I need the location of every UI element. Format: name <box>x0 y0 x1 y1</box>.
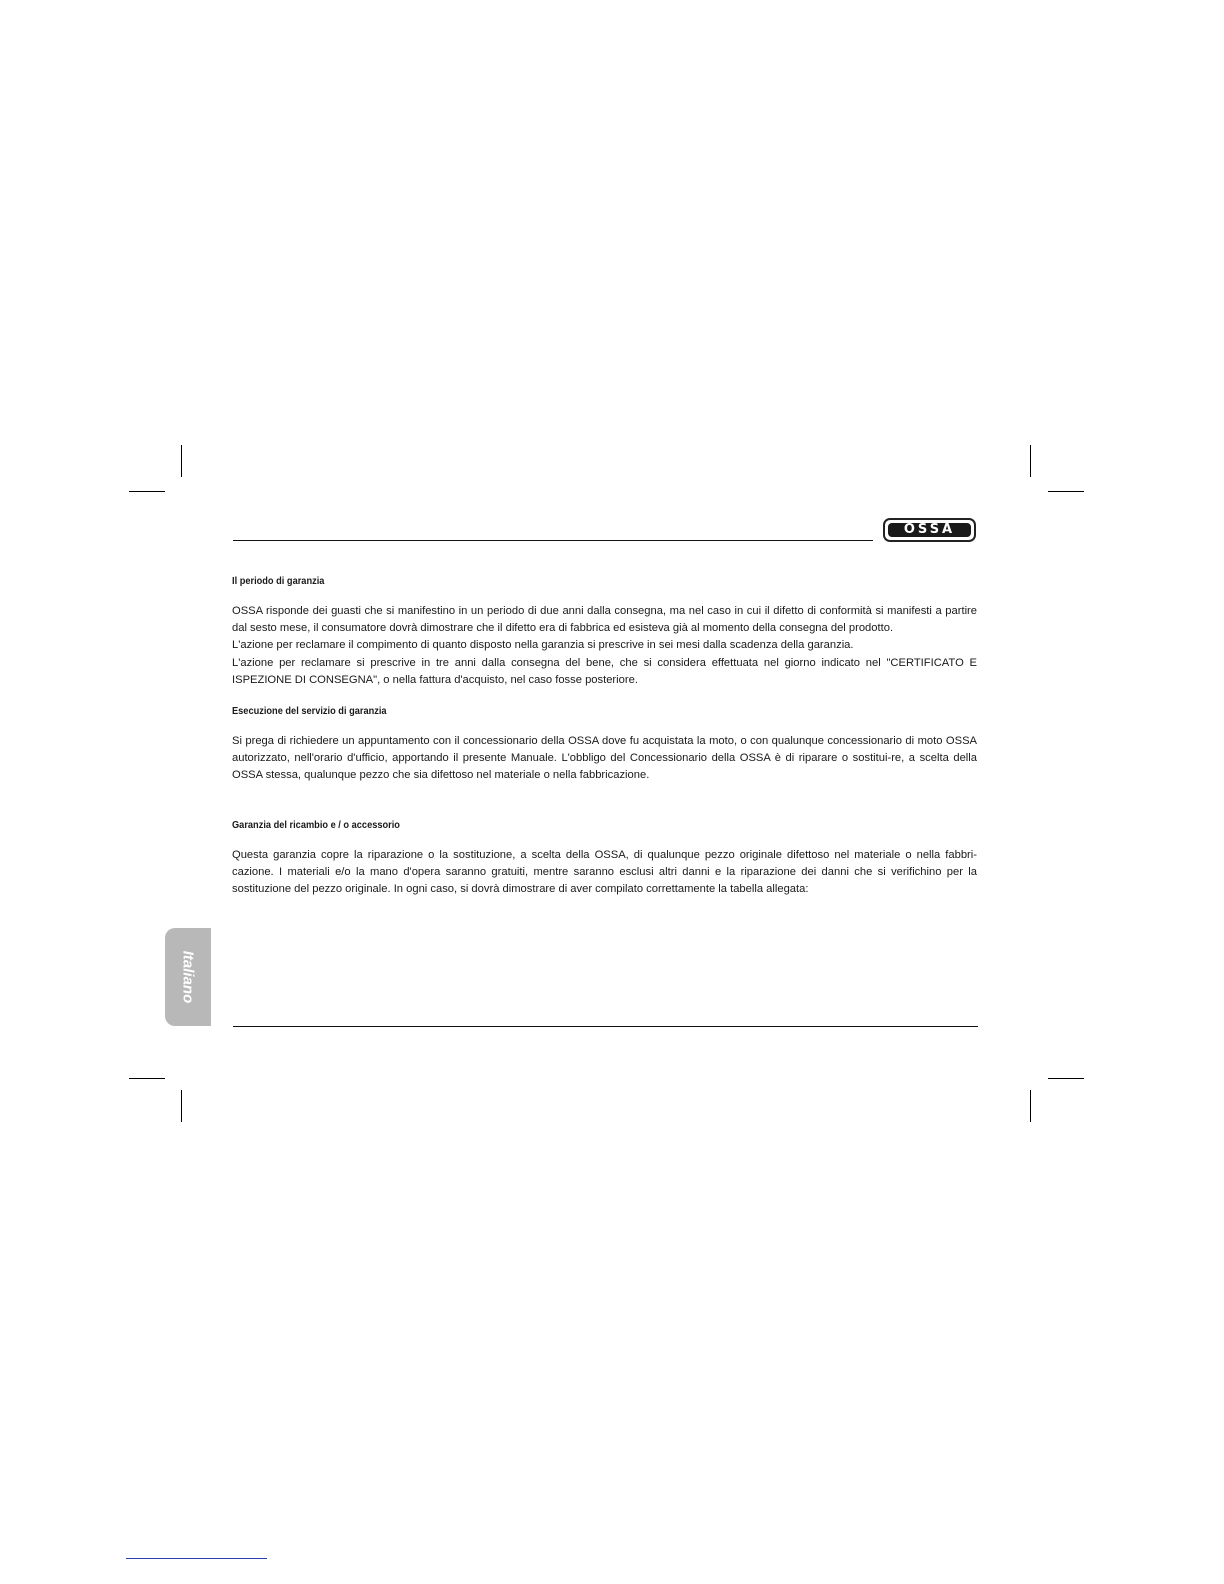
paragraph: L'azione per reclamare il compimento di quanto disposto nella garanzia si prescrive in sei mesi dalla scadenza della garanzia. <box>232 639 854 652</box>
ossa-logo-text: OSSA <box>888 523 971 537</box>
section-heading: Il periodo di garanzia <box>232 575 325 587</box>
section-heading: Garanzia del ricambio e / o accessorio <box>232 818 400 831</box>
section-heading: Esecuzione del servizio di garanzia <box>232 705 387 718</box>
footer-rule <box>233 1026 978 1027</box>
section-warranty-period <box>232 573 977 689</box>
crop-mark <box>1048 1078 1084 1079</box>
crop-mark <box>129 491 165 492</box>
crop-mark <box>1030 445 1031 477</box>
crop-mark <box>181 445 182 477</box>
paragraph: OSSA risponde dei guasti che si manifestino in un periodo di due anni dalla consegna, ma nel caso in cui il difetto di conformità si manifesti a partire dal sesto mese, il consumatore dovrà dimostrare che il difetto era di fabbrica ed esisteva già al momento della consegna del prodotto. <box>232 605 977 635</box>
header-rule <box>233 540 873 541</box>
ossa-logo <box>883 518 976 542</box>
crop-mark <box>181 1090 182 1122</box>
crop-mark <box>1048 491 1084 492</box>
paragraph: Si prega di richiedere un appuntamento con il concessionario della OSSA dove fu acquistata la moto, o con qualunque concessionario di moto OSSA autorizzato, nell'orario d'ufficio, apportando il presente Manuale. L'obbligo del Concessionario della OSSA è di riparare o sostitui-re, a scelta della OSSA stessa, qualunque pezzo che sia difettoso nel materiale o nella fabbricazione. <box>232 735 977 782</box>
section-warranty-service <box>232 703 977 785</box>
section-spare-part-warranty <box>232 817 977 899</box>
language-tab <box>165 928 211 1026</box>
paragraph: Questa garanzia copre la riparazione o la sostituzione, a scelta della OSSA, di qualunque pezzo originale difettoso nel materiale o nella fabbri-cazione. I materiali e/o la mano d'opera saranno gratuiti, mentre saranno esclusi altri danni e la riparazione dei danni che si verifichino per la sostituzione del pezzo originale. In ogni caso, si dovrà dimostrare di aver compilato correttamente la tabella allegata: <box>232 848 977 896</box>
crop-mark <box>129 1078 165 1079</box>
page-bottom-line <box>126 1558 267 1559</box>
warranty-content <box>232 573 977 898</box>
crop-mark <box>1030 1090 1031 1122</box>
language-tab-label: Italiano <box>179 950 197 1004</box>
paragraph: L'azione per reclamare si prescrive in tre anni dalla consegna del bene, che si considera effettuata nel giorno indicato nel "CERTIFICATO E ISPEZIONE DI CONSEGNA", o nella fattura d'acquisto, nel caso fosse posteriore. <box>232 656 977 686</box>
